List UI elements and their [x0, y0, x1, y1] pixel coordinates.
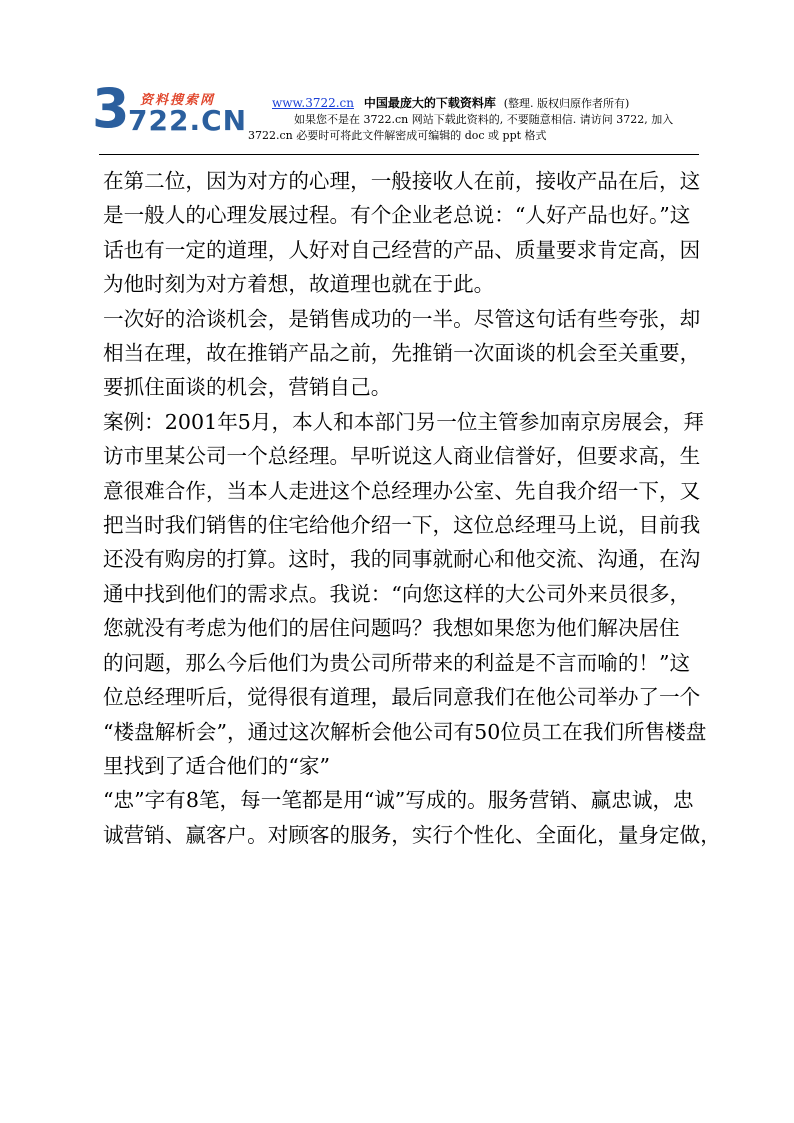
header-line-3: 3722.cn 必要时可将此文件解密成可编辑的 doc 或 ppt 格式 [248, 129, 547, 142]
text-line: 相当在理，故在推销产品之前，先推销一次面谈的机会至关重要， [103, 341, 701, 366]
text-line: 意很难合作，当本人走进这个总经理办公室、先自我介绍一下，又 [103, 478, 701, 503]
logo-domain: 722.CN [128, 104, 248, 137]
document-body [103, 164, 721, 852]
text-line: 的问题，那么今后他们为贵公司所带来的利益是不言而喻的！”这 [103, 650, 691, 675]
site-logo [92, 77, 252, 144]
text-line: 里找到了适合他们的“家” [103, 753, 330, 778]
text-line: 把当时我们销售的住宅给他介绍一下，这位总经理马上说，目前我 [103, 513, 701, 538]
text-line: 诚营销、赢客户。对顾客的服务，实行个性化、全面化，量身定做， [103, 822, 721, 847]
text-line: “忠”字有8笔，每一笔都是用“诚”写成的。服务营销、赢忠诚，忠 [103, 788, 694, 813]
header-divider [99, 154, 699, 155]
text-line: 话也有一定的道理，人好对自己经营的产品、质量要求肯定高，因 [103, 237, 701, 262]
header-title: 中国最庞大的下载资料库 [363, 96, 496, 110]
header-line-2: 如果您不是在 3722.cn 网站下载此资料的, 不要随意相信. 请访问 3722, 加入 [294, 113, 674, 126]
header-line-1 [272, 94, 629, 111]
text-line: “楼盘解析会”，通过这次解析会他公司有50位员工在我们所售楼盘 [103, 719, 707, 744]
text-line: 还没有购房的打算。这时，我的同事就耐心和他交流、沟通，在沟 [103, 547, 701, 572]
text-line: 您就没有考虑为他们的居住问题吗？我想如果您为他们解决居住 [103, 616, 680, 641]
text-line: 是一般人的心理发展过程。有个企业老总说：“人好产品也好。”这 [103, 203, 691, 228]
text-line: 位总经理听后，觉得很有道理，最后同意我们在他公司举办了一个 [103, 685, 701, 710]
text-line: 要抓住面谈的机会，营销自己。 [103, 375, 392, 400]
text-line: 为他时刻为对方着想，故道理也就在于此。 [103, 272, 495, 297]
logo-digit: 3 [92, 77, 130, 140]
text-line: 一次好的洽谈机会，是销售成功的一半。尽管这句话有些夸张，却 [103, 306, 701, 331]
site-link[interactable]: www.3722.cn [272, 96, 355, 110]
text-line: 访市里某公司一个总经理。早听说这人商业信誉好，但要求高，生 [103, 444, 701, 469]
page-header [92, 77, 698, 160]
logo-tagline: 资料搜索网 [140, 93, 216, 108]
text-line: 通中找到他们的需求点。我说：“向您这样的大公司外来员很多， [103, 581, 691, 606]
header-note: (整理. 版权归原作者所有) [503, 97, 630, 110]
text-line: 案例：2001年5月，本人和本部门另一位主管参加南京房展会，拜 [103, 409, 704, 434]
text-line: 在第二位，因为对方的心理，一般接收人在前，接收产品在后，这 [103, 169, 701, 193]
